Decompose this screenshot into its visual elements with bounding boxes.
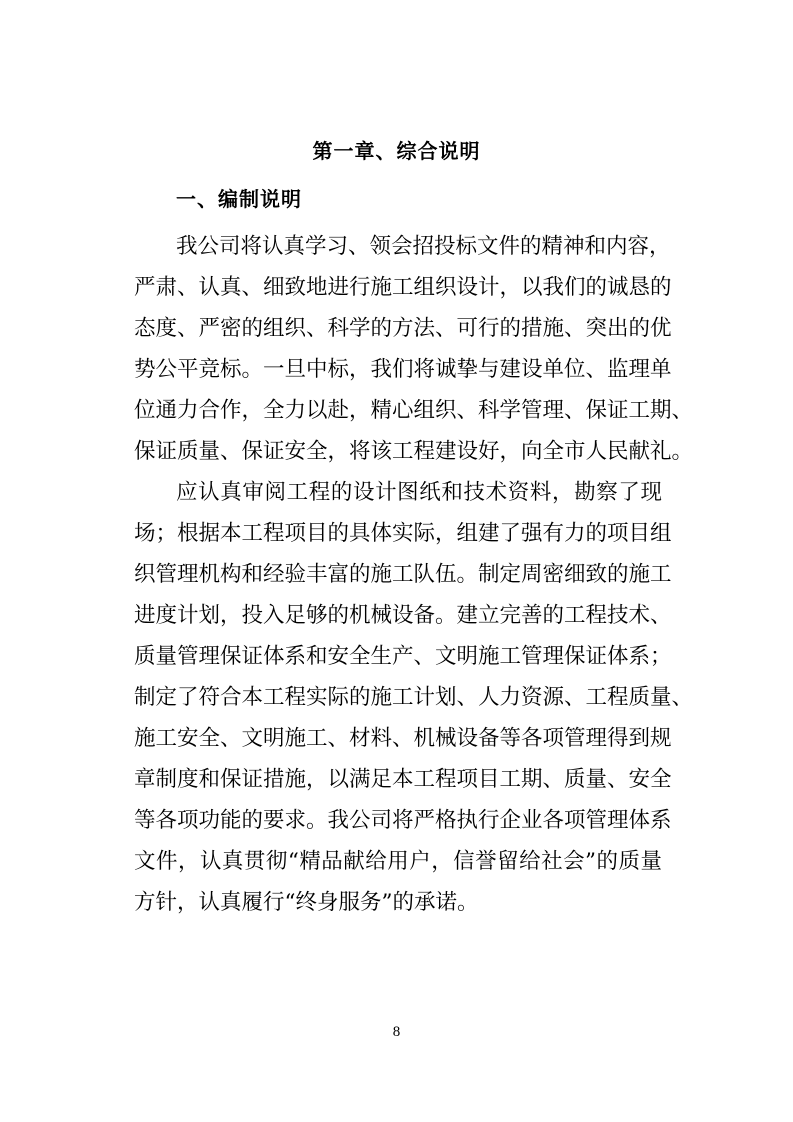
paragraph-line: 章制度和保证措施，以满足本工程项目工期、质量、安全: [134, 767, 672, 792]
paragraph-line: 施工安全、文明施工、材料、机械设备等各项管理得到规: [134, 726, 672, 751]
paragraph-line: 势公平竞标。一旦中标，我们将诚挚与建设单位、监理单: [134, 357, 672, 382]
paragraph-line: 方针，认真履行“终身服务”的承诺。: [134, 890, 479, 915]
paragraph-line: 织管理机构和经验丰富的施工队伍。制定周密细致的施工: [134, 562, 672, 587]
paragraph-line: 进度计划，投入足够的机械设备。建立完善的工程技术、: [134, 603, 672, 628]
paragraph-line: 严肃、认真、细致地进行施工组织设计，以我们的诚恳的: [134, 275, 672, 300]
section-heading: 一、编制说明: [176, 187, 302, 211]
page-number: 8: [392, 1024, 401, 1040]
paragraph-line: 场；根据本工程项目的具体实际，组建了强有力的项目组: [134, 521, 672, 546]
paragraph-line: 保证质量、保证安全，将该工程建设好，向全市人民献礼。: [134, 439, 694, 464]
paragraph-line: 位通力合作，全力以赴，精心组织、科学管理、保证工期、: [134, 398, 694, 423]
chapter-title: 第一章、综合说明: [312, 139, 481, 163]
paragraph-line: 我公司将认真学习、领会招投标文件的精神和内容，: [176, 234, 671, 259]
paragraph-1: [134, 226, 694, 472]
paragraph-line: 质量管理保证体系和安全生产、文明施工管理保证体系；: [134, 644, 672, 669]
paragraph-line: 应认真审阅工程的设计图纸和技术资料，勘察了现: [176, 480, 662, 505]
paragraph-line: 文件，认真贯彻“精品献给用户，信誉留给社会”的质量: [134, 849, 662, 874]
paragraph-line: 制定了符合本工程实际的施工计划、人力资源、工程质量、: [134, 685, 694, 710]
paragraph-line: 态度、严密的组织、科学的方法、可行的措施、突出的优: [134, 316, 672, 341]
paragraph-line: 等各项功能的要求。我公司将严格执行企业各项管理体系: [134, 808, 672, 833]
paragraph-2: [134, 472, 694, 923]
